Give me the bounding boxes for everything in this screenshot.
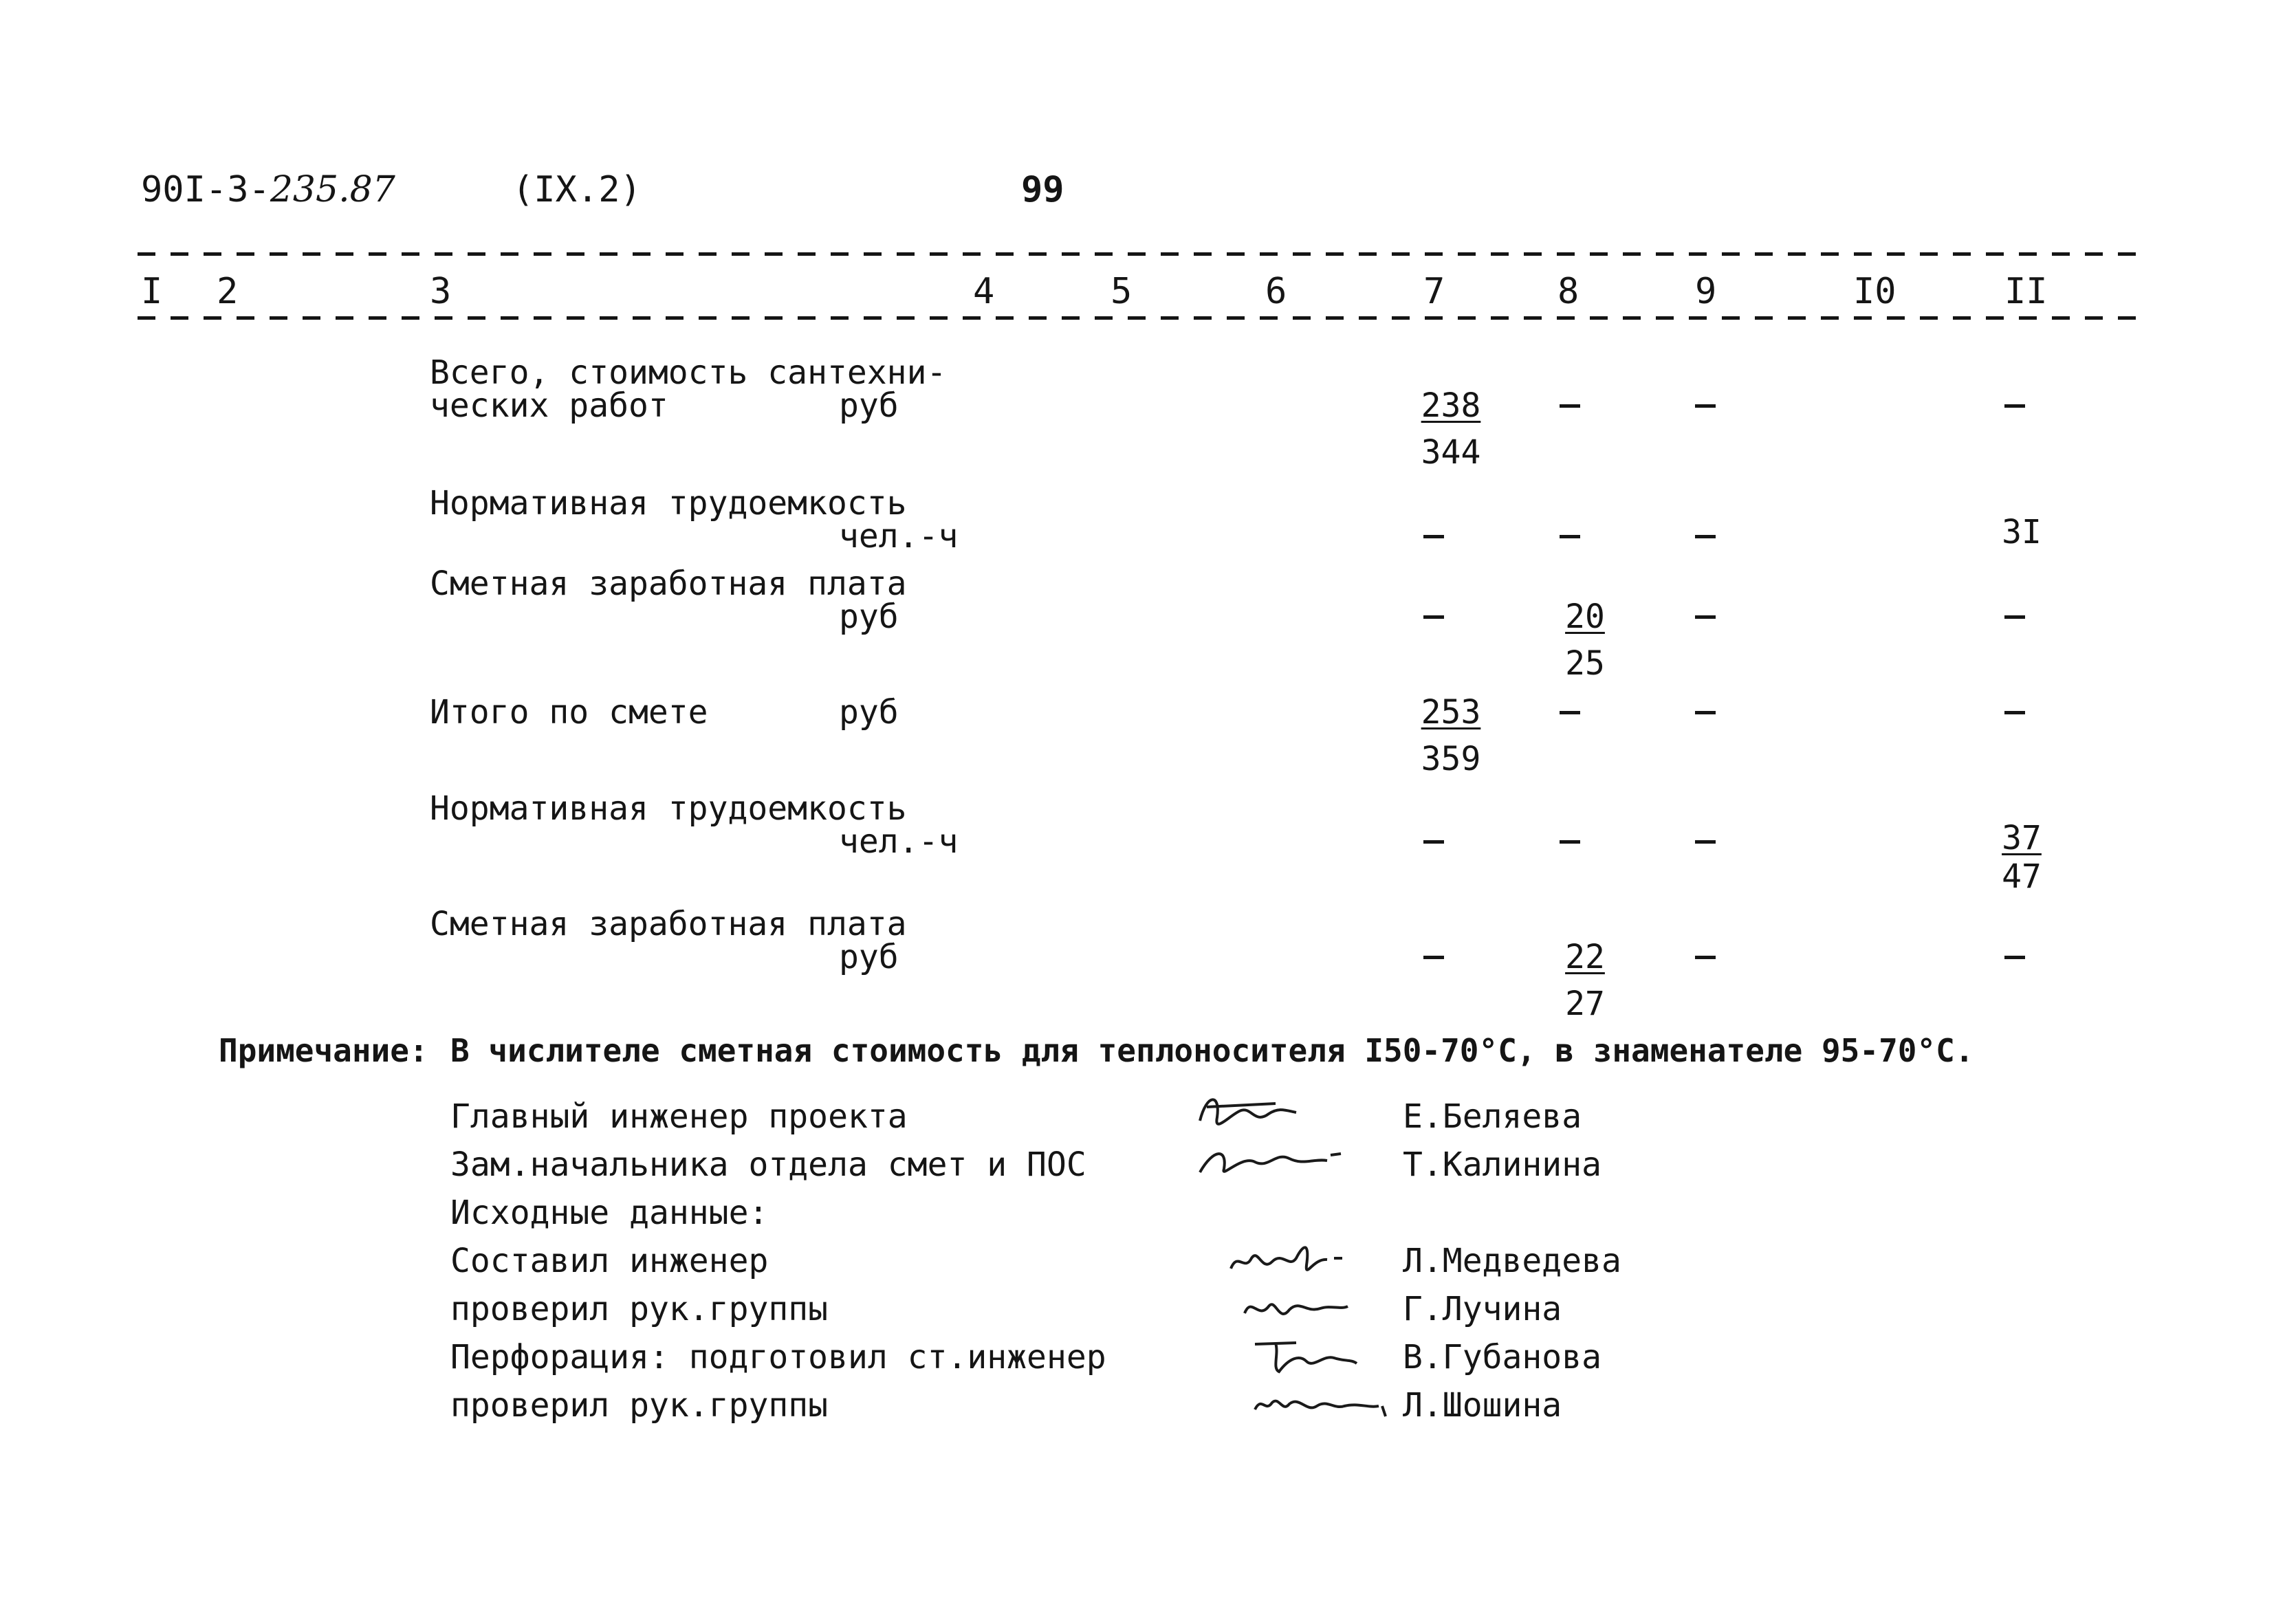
row-label: Сметная заработная плата <box>430 905 907 943</box>
col-10: I0 <box>1853 271 1896 312</box>
cell-denominator: 47 <box>2002 857 2042 896</box>
cell-col9-dash <box>1695 404 1716 408</box>
cell-col8 <box>1544 597 1626 683</box>
signer-role: проверил рук.группы <box>450 1290 829 1328</box>
col-11: II <box>2004 271 2048 312</box>
cell-numerator: 253 <box>1421 693 1481 732</box>
cell-col11 <box>1980 819 2063 896</box>
signature-drawing <box>1224 1231 1348 1286</box>
header-rule-top <box>138 252 2145 256</box>
doc-code <box>141 169 395 210</box>
note-label: Примечание: <box>219 1032 428 1069</box>
col-2: 2 <box>217 271 239 312</box>
cell-denominator: 27 <box>1565 985 1605 1023</box>
page-number: 99 <box>1021 169 1064 210</box>
row-unit: чел.-ч <box>839 517 959 556</box>
signer-role: Зам.начальника отдела смет и ПОС <box>450 1145 1086 1184</box>
doc-code-number: 235.87 <box>270 169 395 210</box>
cell-denominator: 344 <box>1421 433 1481 472</box>
signer-name: Л.Шошина <box>1403 1386 1562 1425</box>
col-5: 5 <box>1111 271 1133 312</box>
col-7: 7 <box>1423 271 1445 312</box>
signature-drawing <box>1248 1382 1392 1423</box>
doc-code-prefix: 90I-3- <box>141 169 270 210</box>
col-6: 6 <box>1265 271 1287 312</box>
cell-col9-dash <box>1695 535 1716 538</box>
cell-col11-dash <box>2004 404 2025 408</box>
row-label: Сметная заработная плата <box>430 564 907 603</box>
signer-name: Л.Медведева <box>1403 1242 1621 1280</box>
row-unit: руб <box>839 386 899 425</box>
cell-col9-dash <box>1695 711 1716 714</box>
cell-col7-dash <box>1423 840 1444 844</box>
col-9: 9 <box>1695 271 1717 312</box>
section-code: (IX.2) <box>512 169 642 210</box>
row-label: Нормативная трудоемкость <box>430 789 907 828</box>
cell-numerator: 238 <box>1421 386 1481 425</box>
row-label: Всего, стоимость сантехни- <box>430 353 947 392</box>
row-unit: чел.-ч <box>839 822 959 861</box>
cell-col7-dash <box>1423 956 1444 959</box>
signer-name: Г.Лучина <box>1403 1290 1562 1328</box>
row-label: Итого по смете <box>430 693 708 732</box>
cell-denominator: 25 <box>1565 644 1605 683</box>
cell-col9-dash <box>1695 840 1716 844</box>
signature-drawing <box>1193 1134 1351 1183</box>
cell-col8-dash <box>1560 404 1580 408</box>
cell-col11-dash <box>2004 711 2025 714</box>
signer-role: Главный инженер проекта <box>450 1097 908 1136</box>
signature-drawing <box>1238 1282 1355 1330</box>
col-4: 4 <box>973 271 995 312</box>
signer-role: проверил рук.группы <box>450 1386 829 1425</box>
cell-numerator: 37 <box>2002 819 2042 857</box>
signer-name: В.Губанова <box>1403 1338 1601 1376</box>
cell-col8-dash <box>1560 840 1580 844</box>
header-rule-bottom <box>138 316 2145 320</box>
row-unit: руб <box>839 693 899 732</box>
signature-drawing <box>1193 1086 1303 1141</box>
col-1: I <box>141 271 163 312</box>
cell-col8-dash <box>1560 535 1580 538</box>
signature-drawing <box>1248 1330 1365 1379</box>
col-3: 3 <box>430 271 452 312</box>
signer-role: Исходные данные: <box>450 1194 769 1232</box>
cell-col7 <box>1410 693 1492 778</box>
cell-col7-dash <box>1423 535 1444 538</box>
row-label: Нормативная трудоемкость <box>430 484 907 523</box>
cell-col7-dash <box>1423 615 1444 619</box>
cell-numerator: 22 <box>1565 938 1605 976</box>
row-label-cont: ческих работ <box>430 386 668 425</box>
cell-col8 <box>1544 938 1626 1023</box>
cell-col8-dash <box>1560 711 1580 714</box>
cell-numerator: 20 <box>1565 597 1605 636</box>
cell-denominator: 359 <box>1421 740 1481 778</box>
cell-col11-dash <box>2004 956 2025 959</box>
cell-col11: 3I <box>2002 513 2042 551</box>
cell-col7 <box>1410 386 1492 472</box>
cell-col9-dash <box>1695 615 1716 619</box>
signer-role: Составил инженер <box>450 1242 769 1280</box>
col-8: 8 <box>1557 271 1579 312</box>
row-unit: руб <box>839 938 899 976</box>
cell-col9-dash <box>1695 956 1716 959</box>
signer-name: Т.Калинина <box>1403 1145 1601 1184</box>
row-unit: руб <box>839 597 899 636</box>
signer-name: Е.Беляева <box>1403 1097 1582 1136</box>
signer-role: Перфорация: подготовил ст.инженер <box>450 1338 1106 1376</box>
note-text: В числителе сметная стоимость для теплоносителя I50-70°С, в знаменателе 95-70°С. <box>450 1032 1974 1069</box>
cell-col11-dash <box>2004 615 2025 619</box>
